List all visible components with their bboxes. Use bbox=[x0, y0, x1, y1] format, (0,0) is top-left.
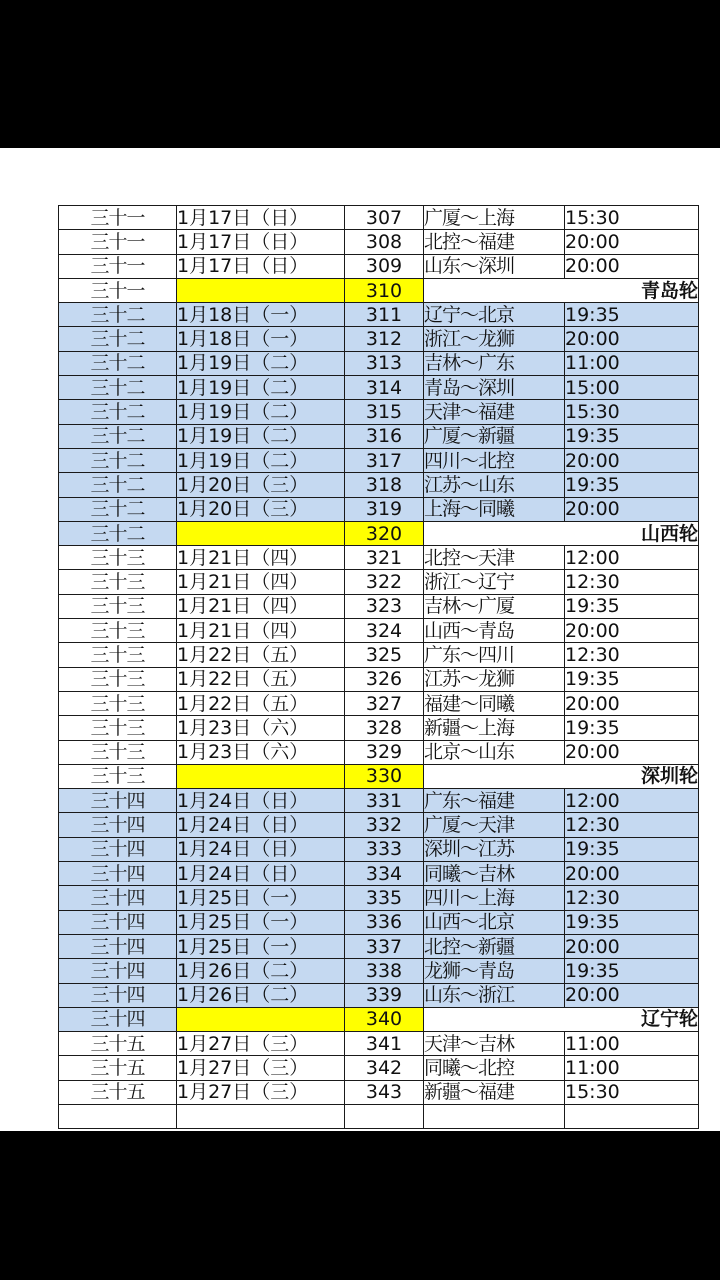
date-cell: 1月19日（二） bbox=[177, 376, 345, 400]
date-cell: 1月23日（六） bbox=[177, 716, 345, 740]
game-row bbox=[59, 643, 699, 667]
date-cell: 1月26日（二） bbox=[177, 983, 345, 1007]
time-cell: 19:35 bbox=[565, 837, 699, 861]
game-row bbox=[59, 910, 699, 934]
round-cell: 三十二 bbox=[59, 351, 177, 375]
bye-row bbox=[59, 764, 699, 788]
date-cell: 1月23日（六） bbox=[177, 740, 345, 764]
round-cell: 三十二 bbox=[59, 303, 177, 327]
time-cell: 19:35 bbox=[565, 594, 699, 618]
date-cell: 1月25日（一） bbox=[177, 886, 345, 910]
time-cell: 12:30 bbox=[565, 886, 699, 910]
schedule-table bbox=[58, 205, 699, 1129]
matchup-cell: 同曦～吉林 bbox=[424, 862, 565, 886]
date-cell: 1月19日（二） bbox=[177, 400, 345, 424]
date-cell: 1月27日（三） bbox=[177, 1080, 345, 1104]
game-row bbox=[59, 740, 699, 764]
round-cell: 三十一 bbox=[59, 230, 177, 254]
game-number-cell: 322 bbox=[345, 570, 424, 594]
game-number-cell: 313 bbox=[345, 351, 424, 375]
round-cell: 三十四 bbox=[59, 934, 177, 958]
matchup-cell: 北控～福建 bbox=[424, 230, 565, 254]
time-cell: 20:00 bbox=[565, 230, 699, 254]
round-cell: 三十三 bbox=[59, 594, 177, 618]
game-number-cell: 337 bbox=[345, 934, 424, 958]
matchup-cell: 山西～北京 bbox=[424, 910, 565, 934]
game-row bbox=[59, 497, 699, 521]
matchup-cell: 广厦～天津 bbox=[424, 813, 565, 837]
game-number-cell: 335 bbox=[345, 886, 424, 910]
date-cell: 1月22日（五） bbox=[177, 667, 345, 691]
matchup-cell: 天津～吉林 bbox=[424, 1032, 565, 1056]
game-number-cell: 316 bbox=[345, 424, 424, 448]
game-row bbox=[59, 789, 699, 813]
round-cell: 三十三 bbox=[59, 570, 177, 594]
matchup-cell: 江苏～山东 bbox=[424, 473, 565, 497]
game-row bbox=[59, 619, 699, 643]
bye-row bbox=[59, 1007, 699, 1031]
game-number-cell: 340 bbox=[345, 1007, 424, 1031]
time-cell: 11:00 bbox=[565, 1056, 699, 1080]
game-number-cell: 325 bbox=[345, 643, 424, 667]
game-row bbox=[59, 546, 699, 570]
round-cell: 三十三 bbox=[59, 764, 177, 788]
game-number-cell: 332 bbox=[345, 813, 424, 837]
game-number-cell: 333 bbox=[345, 837, 424, 861]
date-cell: 1月17日（日） bbox=[177, 206, 345, 230]
round-cell: 三十三 bbox=[59, 740, 177, 764]
game-number-cell: 334 bbox=[345, 862, 424, 886]
date-cell: 1月22日（五） bbox=[177, 691, 345, 715]
game-row bbox=[59, 206, 699, 230]
time-cell: 20:00 bbox=[565, 934, 699, 958]
time-cell: 11:00 bbox=[565, 351, 699, 375]
bye-team-cell: 山西轮 bbox=[424, 521, 699, 545]
matchup-cell: 北控～新疆 bbox=[424, 934, 565, 958]
time-cell: 19:35 bbox=[565, 910, 699, 934]
game-number-cell: 318 bbox=[345, 473, 424, 497]
matchup-cell: 同曦～北控 bbox=[424, 1056, 565, 1080]
time-cell: 20:00 bbox=[565, 327, 699, 351]
time-cell: 11:00 bbox=[565, 1032, 699, 1056]
round-cell: 三十一 bbox=[59, 206, 177, 230]
round-cell: 三十一 bbox=[59, 278, 177, 302]
game-row bbox=[59, 1056, 699, 1080]
date-cell: 1月19日（二） bbox=[177, 351, 345, 375]
time-cell: 15:30 bbox=[565, 206, 699, 230]
round-cell: 三十三 bbox=[59, 716, 177, 740]
date-cell: 1月27日（三） bbox=[177, 1032, 345, 1056]
round-cell: 三十二 bbox=[59, 497, 177, 521]
game-number-cell: 317 bbox=[345, 448, 424, 472]
date-cell: 1月24日（日） bbox=[177, 837, 345, 861]
round-cell: 三十四 bbox=[59, 837, 177, 861]
game-number-cell: 327 bbox=[345, 691, 424, 715]
round-cell: 三十二 bbox=[59, 400, 177, 424]
bye-row bbox=[59, 278, 699, 302]
game-number-cell: 331 bbox=[345, 789, 424, 813]
game-number-cell: 341 bbox=[345, 1032, 424, 1056]
round-cell: 三十三 bbox=[59, 691, 177, 715]
round-cell: 三十三 bbox=[59, 546, 177, 570]
time-cell: 19:35 bbox=[565, 959, 699, 983]
empty-date-cell bbox=[177, 1007, 345, 1031]
date-cell: 1月24日（日） bbox=[177, 789, 345, 813]
game-row bbox=[59, 691, 699, 715]
time-cell: 20:00 bbox=[565, 983, 699, 1007]
date-cell: 1月25日（一） bbox=[177, 934, 345, 958]
matchup-cell: 北京～山东 bbox=[424, 740, 565, 764]
matchup-cell: 上海～同曦 bbox=[424, 497, 565, 521]
game-number-cell: 328 bbox=[345, 716, 424, 740]
time-cell: 20:00 bbox=[565, 740, 699, 764]
game-row bbox=[59, 230, 699, 254]
matchup-cell: 浙江～辽宁 bbox=[424, 570, 565, 594]
cut-off-cell bbox=[345, 1104, 424, 1128]
game-row bbox=[59, 862, 699, 886]
round-cell: 三十四 bbox=[59, 959, 177, 983]
matchup-cell: 吉林～广厦 bbox=[424, 594, 565, 618]
game-row bbox=[59, 983, 699, 1007]
date-cell: 1月21日（四） bbox=[177, 570, 345, 594]
date-cell: 1月25日（一） bbox=[177, 910, 345, 934]
game-number-cell: 342 bbox=[345, 1056, 424, 1080]
empty-date-cell bbox=[177, 764, 345, 788]
round-cell: 三十五 bbox=[59, 1056, 177, 1080]
matchup-cell: 山东～浙江 bbox=[424, 983, 565, 1007]
round-cell: 三十三 bbox=[59, 619, 177, 643]
game-row bbox=[59, 716, 699, 740]
game-row bbox=[59, 376, 699, 400]
date-cell: 1月21日（四） bbox=[177, 594, 345, 618]
matchup-cell: 天津～福建 bbox=[424, 400, 565, 424]
empty-date-cell bbox=[177, 278, 345, 302]
date-cell: 1月18日（一） bbox=[177, 327, 345, 351]
date-cell: 1月19日（二） bbox=[177, 448, 345, 472]
date-cell: 1月20日（三） bbox=[177, 473, 345, 497]
matchup-cell: 新疆～福建 bbox=[424, 1080, 565, 1104]
game-number-cell: 329 bbox=[345, 740, 424, 764]
round-cell: 三十四 bbox=[59, 789, 177, 813]
time-cell: 20:00 bbox=[565, 862, 699, 886]
time-cell: 19:35 bbox=[565, 716, 699, 740]
game-number-cell: 343 bbox=[345, 1080, 424, 1104]
cut-off-cell bbox=[424, 1104, 565, 1128]
date-cell: 1月26日（二） bbox=[177, 959, 345, 983]
time-cell: 19:35 bbox=[565, 303, 699, 327]
time-cell: 19:35 bbox=[565, 424, 699, 448]
matchup-cell: 福建～同曦 bbox=[424, 691, 565, 715]
matchup-cell: 江苏～龙狮 bbox=[424, 667, 565, 691]
matchup-cell: 广厦～上海 bbox=[424, 206, 565, 230]
date-cell: 1月21日（四） bbox=[177, 619, 345, 643]
round-cell: 三十二 bbox=[59, 448, 177, 472]
round-cell: 三十四 bbox=[59, 910, 177, 934]
round-cell: 三十三 bbox=[59, 643, 177, 667]
game-number-cell: 330 bbox=[345, 764, 424, 788]
matchup-cell: 山东～深圳 bbox=[424, 254, 565, 278]
game-number-cell: 315 bbox=[345, 400, 424, 424]
time-cell: 20:00 bbox=[565, 691, 699, 715]
game-number-cell: 312 bbox=[345, 327, 424, 351]
round-cell: 三十二 bbox=[59, 327, 177, 351]
time-cell: 12:30 bbox=[565, 813, 699, 837]
cut-off-cell bbox=[177, 1104, 345, 1128]
empty-date-cell bbox=[177, 521, 345, 545]
time-cell: 20:00 bbox=[565, 619, 699, 643]
bye-row bbox=[59, 521, 699, 545]
round-cell: 三十二 bbox=[59, 473, 177, 497]
game-row bbox=[59, 254, 699, 278]
matchup-cell: 山西～青岛 bbox=[424, 619, 565, 643]
game-number-cell: 338 bbox=[345, 959, 424, 983]
game-row bbox=[59, 1032, 699, 1056]
game-row bbox=[59, 959, 699, 983]
time-cell: 20:00 bbox=[565, 448, 699, 472]
matchup-cell: 辽宁～北京 bbox=[424, 303, 565, 327]
bye-team-cell: 深圳轮 bbox=[424, 764, 699, 788]
date-cell: 1月20日（三） bbox=[177, 497, 345, 521]
game-row bbox=[59, 1080, 699, 1104]
round-cell: 三十四 bbox=[59, 862, 177, 886]
date-cell: 1月27日（三） bbox=[177, 1056, 345, 1080]
round-cell: 三十四 bbox=[59, 886, 177, 910]
game-number-cell: 321 bbox=[345, 546, 424, 570]
round-cell: 三十四 bbox=[59, 1007, 177, 1031]
schedule-photo bbox=[0, 148, 720, 1131]
game-row bbox=[59, 886, 699, 910]
game-row bbox=[59, 473, 699, 497]
game-number-cell: 326 bbox=[345, 667, 424, 691]
date-cell: 1月19日（二） bbox=[177, 424, 345, 448]
game-number-cell: 311 bbox=[345, 303, 424, 327]
game-row bbox=[59, 570, 699, 594]
matchup-cell: 浙江～龙狮 bbox=[424, 327, 565, 351]
bye-team-cell: 青岛轮 bbox=[424, 278, 699, 302]
round-cell: 三十五 bbox=[59, 1032, 177, 1056]
matchup-cell: 龙狮～青岛 bbox=[424, 959, 565, 983]
round-cell: 三十四 bbox=[59, 813, 177, 837]
round-cell: 三十二 bbox=[59, 376, 177, 400]
game-row bbox=[59, 351, 699, 375]
cut-off-row bbox=[59, 1104, 699, 1128]
game-row bbox=[59, 667, 699, 691]
game-row bbox=[59, 837, 699, 861]
game-row bbox=[59, 424, 699, 448]
game-row bbox=[59, 303, 699, 327]
bye-team-cell: 辽宁轮 bbox=[424, 1007, 699, 1031]
game-number-cell: 307 bbox=[345, 206, 424, 230]
date-cell: 1月17日（日） bbox=[177, 230, 345, 254]
matchup-cell: 新疆～上海 bbox=[424, 716, 565, 740]
round-cell: 三十二 bbox=[59, 521, 177, 545]
game-number-cell: 336 bbox=[345, 910, 424, 934]
game-row bbox=[59, 400, 699, 424]
cut-off-cell bbox=[59, 1104, 177, 1128]
time-cell: 20:00 bbox=[565, 497, 699, 521]
date-cell: 1月24日（日） bbox=[177, 862, 345, 886]
time-cell: 12:00 bbox=[565, 546, 699, 570]
matchup-cell: 广厦～新疆 bbox=[424, 424, 565, 448]
round-cell: 三十五 bbox=[59, 1080, 177, 1104]
cut-off-cell bbox=[565, 1104, 699, 1128]
time-cell: 12:30 bbox=[565, 570, 699, 594]
game-number-cell: 323 bbox=[345, 594, 424, 618]
game-row bbox=[59, 934, 699, 958]
game-number-cell: 309 bbox=[345, 254, 424, 278]
round-cell: 三十三 bbox=[59, 667, 177, 691]
matchup-cell: 吉林～广东 bbox=[424, 351, 565, 375]
matchup-cell: 广东～福建 bbox=[424, 789, 565, 813]
date-cell: 1月24日（日） bbox=[177, 813, 345, 837]
round-cell: 三十四 bbox=[59, 983, 177, 1007]
schedule-body bbox=[59, 206, 699, 1129]
matchup-cell: 广东～四川 bbox=[424, 643, 565, 667]
time-cell: 15:30 bbox=[565, 400, 699, 424]
matchup-cell: 深圳～江苏 bbox=[424, 837, 565, 861]
game-number-cell: 324 bbox=[345, 619, 424, 643]
time-cell: 20:00 bbox=[565, 254, 699, 278]
date-cell: 1月18日（一） bbox=[177, 303, 345, 327]
time-cell: 19:35 bbox=[565, 667, 699, 691]
game-row bbox=[59, 813, 699, 837]
time-cell: 12:00 bbox=[565, 789, 699, 813]
game-number-cell: 310 bbox=[345, 278, 424, 302]
date-cell: 1月17日（日） bbox=[177, 254, 345, 278]
time-cell: 15:00 bbox=[565, 376, 699, 400]
date-cell: 1月21日（四） bbox=[177, 546, 345, 570]
date-cell: 1月22日（五） bbox=[177, 643, 345, 667]
game-row bbox=[59, 448, 699, 472]
time-cell: 15:30 bbox=[565, 1080, 699, 1104]
game-number-cell: 339 bbox=[345, 983, 424, 1007]
round-cell: 三十一 bbox=[59, 254, 177, 278]
time-cell: 19:35 bbox=[565, 473, 699, 497]
matchup-cell: 北控～天津 bbox=[424, 546, 565, 570]
time-cell: 12:30 bbox=[565, 643, 699, 667]
matchup-cell: 四川～北控 bbox=[424, 448, 565, 472]
game-number-cell: 314 bbox=[345, 376, 424, 400]
game-number-cell: 308 bbox=[345, 230, 424, 254]
matchup-cell: 青岛～深圳 bbox=[424, 376, 565, 400]
game-row bbox=[59, 594, 699, 618]
round-cell: 三十二 bbox=[59, 424, 177, 448]
game-number-cell: 319 bbox=[345, 497, 424, 521]
matchup-cell: 四川～上海 bbox=[424, 886, 565, 910]
game-row bbox=[59, 327, 699, 351]
game-number-cell: 320 bbox=[345, 521, 424, 545]
